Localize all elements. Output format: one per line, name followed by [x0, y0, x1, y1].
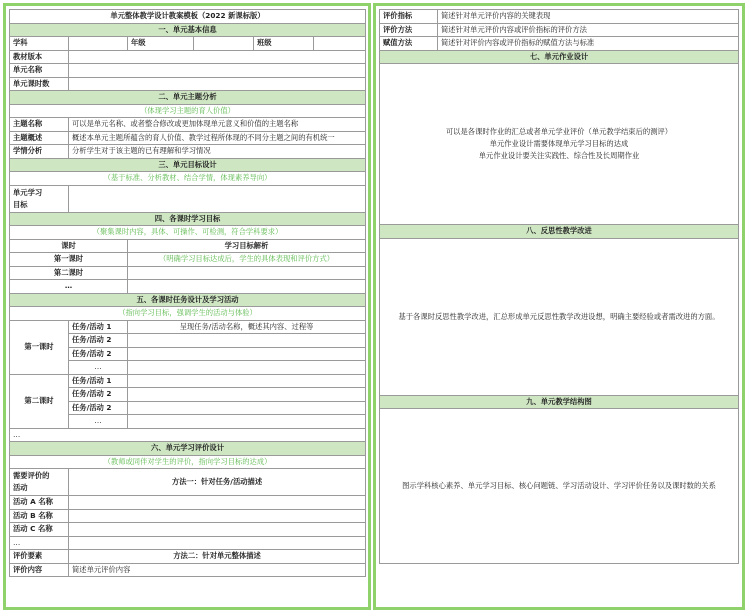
eval-indicator-label: 评价指标 — [380, 10, 438, 24]
eval-content-label: 评价内容 — [10, 563, 69, 577]
grade-value[interactable] — [194, 37, 254, 51]
activity-b-label: 活动 B 名称 — [10, 509, 69, 523]
lesson-2-task-more-value[interactable] — [128, 415, 366, 429]
lesson-2-task-2: 任务/活动 2 — [69, 388, 128, 402]
activity-a-label: 活动 A 名称 — [10, 496, 69, 510]
learner-analysis-label: 学情分析 — [10, 145, 69, 159]
section-3-hint: （基于标准、分析教材、结合学情，体现素养导向） — [10, 172, 366, 186]
lesson-1-task-more-value[interactable] — [128, 361, 366, 375]
left-page-panel — [3, 3, 371, 610]
lesson-1-task-3: 任务/活动 2 — [69, 347, 128, 361]
eval-indicator-text: 简述针对单元评价内容的关键表现 — [438, 10, 739, 24]
task-lesson-1: 第一课时 — [10, 320, 69, 374]
theme-name-text: 可以是单元名称、或者整合修改或更加体现单元意义和价值的主题名称 — [69, 118, 366, 132]
right-page-panel — [373, 3, 745, 610]
lesson-plan-table-continued — [379, 9, 739, 564]
homework-line-2: 单元作业设计需要体现单元学习目标的达成 — [489, 139, 629, 148]
activity-c-label: 活动 C 名称 — [10, 523, 69, 537]
activity-c-value[interactable] — [69, 523, 366, 537]
textbook-version-label: 教材版本 — [10, 50, 69, 64]
lesson-2-task-2-value[interactable] — [128, 388, 366, 402]
section-3-heading: 三、单元目标设计 — [10, 158, 366, 172]
activity-more-value[interactable] — [69, 536, 366, 550]
activity-more: … — [10, 536, 69, 550]
lesson-column-header: 课时 — [10, 239, 128, 253]
goal-lesson-1-note: （明确学习目标达成后，学生的具体表现和评价方式） — [128, 253, 366, 267]
section-5-heading: 五、各课时任务设计及学习活动 — [10, 293, 366, 307]
homework-design-content — [380, 64, 739, 225]
reflection-text: 基于各课时反思性教学改进，汇总形成单元反思性教学改进设想，明确主要经验或者需改进的方面。 — [398, 311, 720, 321]
section-8-heading: 八、反思性教学改进 — [380, 225, 739, 239]
lesson-1-task-1: 任务/活动 1 — [69, 320, 128, 334]
unit-goals-label: 单元学习 目标 — [10, 185, 69, 212]
class-value[interactable] — [314, 37, 366, 51]
goal-lesson-2-value[interactable] — [128, 266, 366, 280]
theme-name-label: 主题名称 — [10, 118, 69, 132]
activity-b-value[interactable] — [69, 509, 366, 523]
template-title: 单元整体教学设计教案模板（2022 新课标版） — [10, 10, 366, 24]
lesson-2-task-more: … — [69, 415, 128, 429]
subject-label: 学科 — [10, 37, 69, 51]
section-4-hint: （聚集课时内容，具体、可操作、可检测，符合学科要求） — [10, 226, 366, 240]
homework-line-1: 可以是各课时作业的汇总或者单元学业评价（单元教学结束后的测评） — [445, 127, 673, 136]
lesson-2-task-3-value[interactable] — [128, 401, 366, 415]
unit-goals-value[interactable] — [69, 185, 366, 212]
lesson-2-task-3: 任务/活动 2 — [69, 401, 128, 415]
scoring-method-text: 简述针对评价内容或评价指标的赋值方法与标准 — [438, 37, 739, 51]
section-2-heading: 二、单元主题分析 — [10, 91, 366, 105]
activity-a-value[interactable] — [69, 496, 366, 510]
eval-activity-label: 需要评价的 活动 — [10, 469, 69, 496]
goal-lesson-1: 第一课时 — [10, 253, 128, 267]
theme-overview-label: 主题概述 — [10, 131, 69, 145]
goal-lesson-more: … — [10, 280, 128, 294]
lesson-1-task-more: … — [69, 361, 128, 375]
unit-hours-value[interactable] — [69, 77, 366, 91]
lesson-2-task-1: 任务/活动 1 — [69, 374, 128, 388]
theme-overview-text: 概述本单元主题所蕴含的育人价值、教学过程所体现的不同分主题之间的有机统一 — [69, 131, 366, 145]
unit-name-value[interactable] — [69, 64, 366, 78]
section-1-heading: 一、单元基本信息 — [10, 23, 366, 37]
method-2-heading: 方法二：针对单元整体描述 — [69, 550, 366, 564]
section-2-hint: （体现学习主题的育人价值） — [10, 104, 366, 118]
section-4-heading: 四、各课时学习目标 — [10, 212, 366, 226]
section-6-heading: 六、单元学习评价设计 — [10, 442, 366, 456]
learner-analysis-text: 分析学生对于该主题的已有理解和学习情况 — [69, 145, 366, 159]
goal-lesson-2: 第二课时 — [10, 266, 128, 280]
goal-lesson-more-value[interactable] — [128, 280, 366, 294]
section-6-hint: （教师或同伴对学生的评价，指向学习目标的达成） — [10, 455, 366, 469]
homework-line-3: 单元作业设计要关注实践性、综合性及长周期作业 — [478, 151, 640, 160]
structure-diagram-content — [380, 409, 739, 564]
goal-analysis-column-header: 学习目标解析 — [128, 239, 366, 253]
lesson-1-task-2-value[interactable] — [128, 334, 366, 348]
eval-element-label: 评价要素 — [10, 550, 69, 564]
scoring-method-label: 赋值方法 — [380, 37, 438, 51]
lesson-1-task-2: 任务/活动 2 — [69, 334, 128, 348]
class-label: 班级 — [254, 37, 314, 51]
task-lesson-2: 第二课时 — [10, 374, 69, 428]
eval-method-label: 评价方法 — [380, 23, 438, 37]
eval-method-text: 简述针对单元评价内容或评价指标的评价方法 — [438, 23, 739, 37]
lesson-1-task-3-value[interactable] — [128, 347, 366, 361]
unit-hours-label: 单元课时数 — [10, 77, 69, 91]
grade-label: 年级 — [128, 37, 194, 51]
eval-content-text: 简述单元评价内容 — [69, 563, 366, 577]
section-9-heading: 九、单元教学结构图 — [380, 395, 739, 409]
lesson-2-task-1-value[interactable] — [128, 374, 366, 388]
method-1-heading: 方法一：针对任务/活动描述 — [69, 469, 366, 496]
structure-diagram-text: 图示学科核心素养、单元学习目标、核心问题链、学习活动设计、学习评价任务以及课时数的关系 — [402, 481, 716, 490]
textbook-version-value[interactable] — [69, 50, 366, 64]
unit-name-label: 单元名称 — [10, 64, 69, 78]
section-7-heading: 七、单元作业设计 — [380, 50, 739, 64]
reflection-content — [380, 238, 739, 395]
task-section-more: … — [10, 428, 366, 442]
subject-value[interactable] — [69, 37, 128, 51]
lesson-1-task-1-desc: 呈现任务/活动名称，概述其内容、过程等 — [128, 320, 366, 334]
lesson-plan-table — [9, 9, 366, 577]
section-5-hint: （指向学习目标，强调学生的活动与体验） — [10, 307, 366, 321]
